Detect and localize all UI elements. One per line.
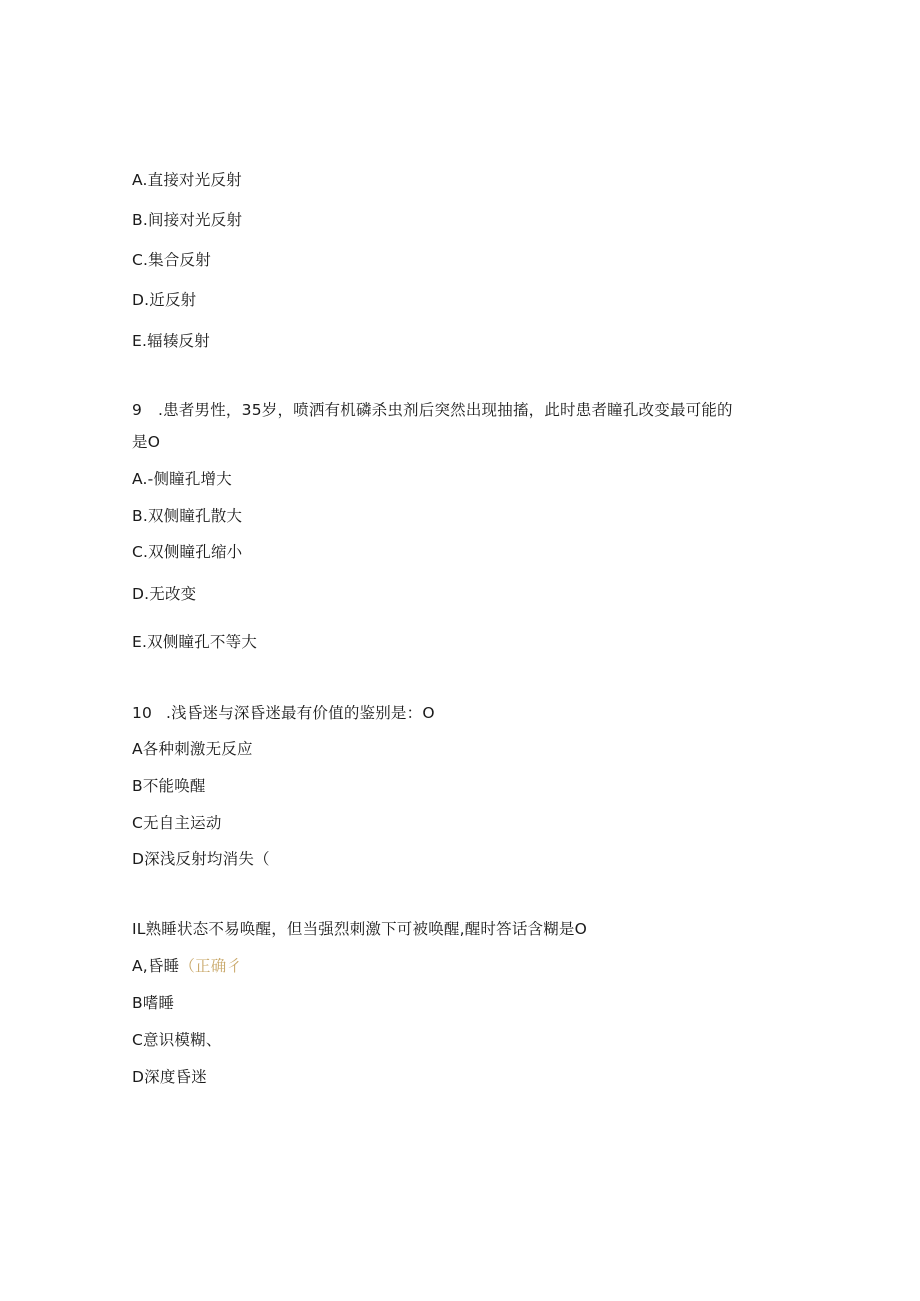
- q11-option-b: B嗜睡: [132, 994, 175, 1012]
- q9-option-e: E.双侧瞳孔不等大: [132, 633, 258, 651]
- q11-option-a-text: A,昏睡: [132, 957, 180, 975]
- q9-option-b: B.双侧瞳孔散大: [132, 507, 243, 525]
- q9-option-d: D.无改变: [132, 585, 197, 603]
- q11-option-c: C意识模糊、: [132, 1031, 222, 1049]
- q10-number: 10: [132, 704, 153, 722]
- q9-number: 9: [132, 401, 143, 419]
- q10-option-b: B不能唤醒: [132, 777, 206, 795]
- q11-stem: IL熟睡状态不易唤醒，但当强烈刺激下可被唤醒,醒时答话含糊是O: [132, 920, 588, 938]
- q8-option-c: C.集合反射: [132, 251, 211, 269]
- q10-stem: [132, 702, 435, 724]
- q10-option-c: C无自主运动: [132, 814, 222, 832]
- q10-stem-text: .浅昏迷与深昏迷最有价值的鉴别是：O: [166, 704, 435, 722]
- q9-stem-line1: .患者男性，35岁，喷洒有机磷杀虫剂后突然出现抽搐，此时患者瞳孔改变最可能的: [158, 401, 733, 419]
- q11-option-a: [132, 955, 242, 977]
- q9-stem-line2: 是O: [132, 433, 161, 451]
- q8-option-d: D.近反射: [132, 291, 197, 309]
- q11-answer-note: （正确彳: [179, 957, 243, 975]
- q10-option-d: D深浅反射均消失（: [132, 850, 270, 868]
- q8-option-b: B.间接对光反射: [132, 211, 243, 229]
- q9-stem: [132, 399, 733, 421]
- q8-option-a: A.直接对光反射: [132, 171, 242, 189]
- q8-option-e: E.辐辏反射: [132, 332, 210, 350]
- q11-option-d: D深度昏迷: [132, 1068, 207, 1086]
- q10-option-a: A各种刺激无反应: [132, 740, 253, 758]
- q9-option-a: A.-侧瞳孔增大: [132, 470, 232, 488]
- q9-option-c: C.双侧瞳孔缩小: [132, 543, 243, 561]
